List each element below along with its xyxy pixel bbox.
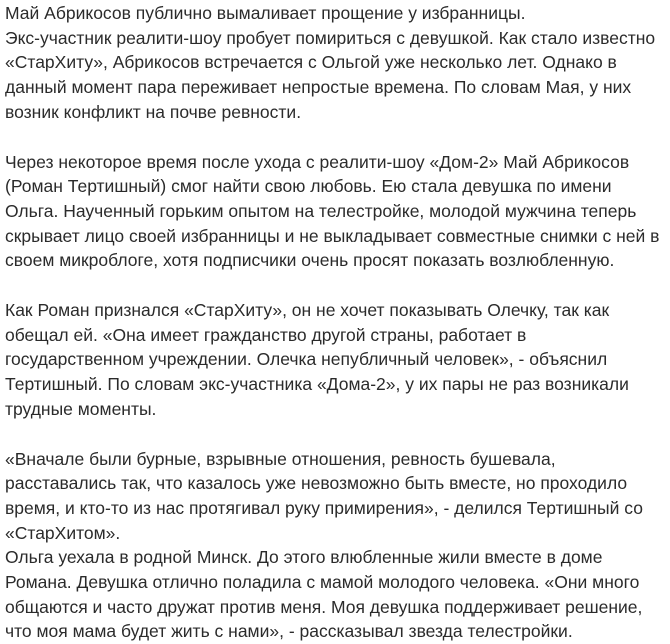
article-paragraph-lead bbox=[5, 1, 664, 125]
paragraph-text: «Вначале были бурные, взрывные отношения, ревность бушевала, расставались так, что казалось уже невозможно быть вместе, но проходило время, и кто-то из нас протягивал руку примирения», - делился Тертишный со «СтарХитом». bbox=[5, 448, 643, 543]
paragraph-text: Через некоторое время после ухода с реалити-шоу «Дом-2» Май Абрикосов (Роман Тертишный) смог найти свою любовь. Ею стала девушка по имени Ольга. Наученный горьким опытом на телестройке, молодой мужчина теперь скрывает лицо своей избранницы и не выкладывает совместные снимки с ней в своем микроблоге, хотя подписчики очень просят показать возлюбленную. bbox=[5, 151, 660, 271]
paragraph-text: Экс-участник реалити-шоу пробует помириться с девушкой. Как стало известно «СтарХиту», Абрикосов встречается с Ольгой уже несколько лет. Однако в данный момент пара переживает непростые времена. По словам Мая, у них возник конфликт на почве ревности. bbox=[5, 27, 656, 122]
lead-sentence: Май Абрикосов публично вымаливает прощение у избранницы. bbox=[5, 3, 526, 23]
article-paragraph bbox=[5, 298, 664, 422]
paragraph-text: Ольга уехала в родной Минск. До этого влюбленные жили вместе в доме Романа. Девушка отлично поладила с мамой молодого человека. «Они много общаются и часто дружат против меня. Моя девушка поддерживает решение, что моя мама будет жить с нами», - рассказывал звезда телестройки. bbox=[5, 547, 643, 642]
article-paragraph bbox=[5, 447, 664, 644]
paragraph-text: Как Роман признался «СтарХиту», он не хочет показывать Олечку, так как обещал ей. «Она имеет гражданство другой страны, работает в государственном учреждении. Олечка непубличный человек», - объяснил Тертишный. По словам экс-участника «Дома-2», у их пары не раз возникали трудные моменты. bbox=[5, 300, 629, 419]
article-paragraph bbox=[5, 150, 664, 274]
